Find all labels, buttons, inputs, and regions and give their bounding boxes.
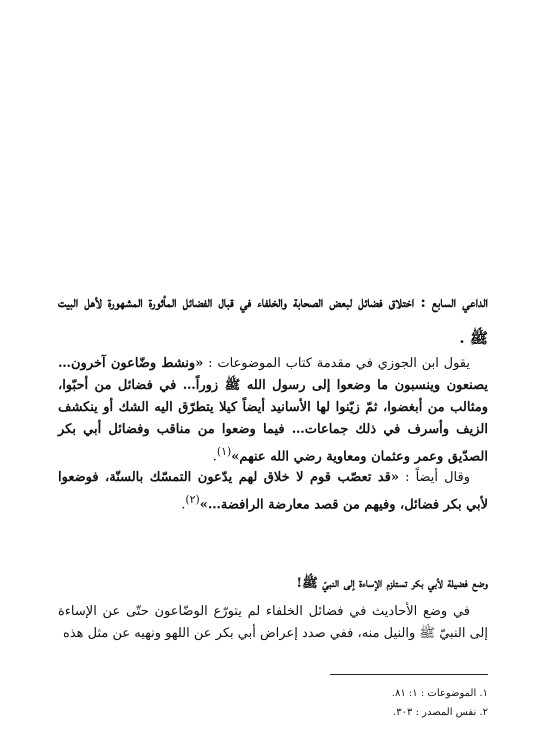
- quotation: «قد تعصّب قوم لا خلاق لهم يدّعون التمسّك بالسنّة، فوضعوا لأبي بكر فضائل، وفيهم من قصد معارضة الرافضة…»: [58, 470, 488, 513]
- footnotes-list: [58, 684, 488, 722]
- footnote-divider: [330, 674, 488, 675]
- footnote-ref[interactable]: (٢): [185, 493, 200, 506]
- section-heading: الداعي السابع : اختلاق فضائل لبعض الصحابة والخلفاء في قبال الفضائل المأثورة المشهورة لأهل البيت ﷺ .: [58, 293, 488, 347]
- footnote-item: ٢. نفس المصدر : ٣٠٣.: [393, 707, 488, 718]
- quotation: «ونشط وضّاعون آخرون… يصنعون وينسبون ما وضعوا إلى رسول الله ﷺ زوراً… في فضائل من أحبّوا، ومثالب من أبغضوا، ثمّ زيّنوا لها الأسانيد أيضاً كيلا يتطرّق اليه الشك أو ينكشف الزيف وأسرف في ذلك جماعات… فيما وضعوا من مناقب وفضائل أبي بكر الصدّيق وعمر وعثمان ومعاوية رضي الله عنهم»: [58, 356, 488, 465]
- paragraph-fabrication: في وضع الأحاديث في فضائل الخلفاء لم يتورّع الوضّاعون حتّى عن الإساءة إلى النبيّ ﷺ والنيل منه، ففي صدد إعراض أبي بكر عن اللهو ونهيه عن مثل هذه: [58, 604, 488, 641]
- footnote-item: ١. الموضوعات : ١: ٨١.: [391, 688, 488, 699]
- sub-heading: وضع فضيلة لأبي بكر تستلزم الإساءة إلى النبيّ ﷺ!: [296, 576, 488, 591]
- paragraph-also-said: وقال أيضاً : «قد تعصّب قوم لا خلاق لهم يدّعون التمسّك بالسنّة، فوضعوا لأبي بكر فضائل، وفيهم من قصد معارضة الرافضة…»$^{(٢)}$.: [58, 470, 488, 513]
- paragraph-lead: وقال أيضاً :: [399, 470, 471, 485]
- footnote-ref[interactable]: (١): [216, 445, 232, 458]
- paragraph-ibn-al-jawzi: يقول ابن الجوزي في مقدمة كتاب الموضوعات : «ونشط وضّاعون آخرون… يصنعون وينسبون ما وضعوا إلى رسول الله ﷺ زوراً… في فضائل من أحبّوا، ومثالب من أبغضوا، ثمّ زيّنوا لها الأسانيد أيضاً كيلا يتطرّق اليه الشك أو ينكشف الزيف وأسرف في ذلك جماعات… فيما وضعوا من مناقب وفضائل أبي بكر الصدّيق وعمر وعثمان ومعاوية رضي الله عنهم»$^{(١)}$.: [58, 356, 488, 465]
- paragraph-lead: يقول ابن الجوزي في مقدمة كتاب الموضوعات :: [203, 356, 471, 371]
